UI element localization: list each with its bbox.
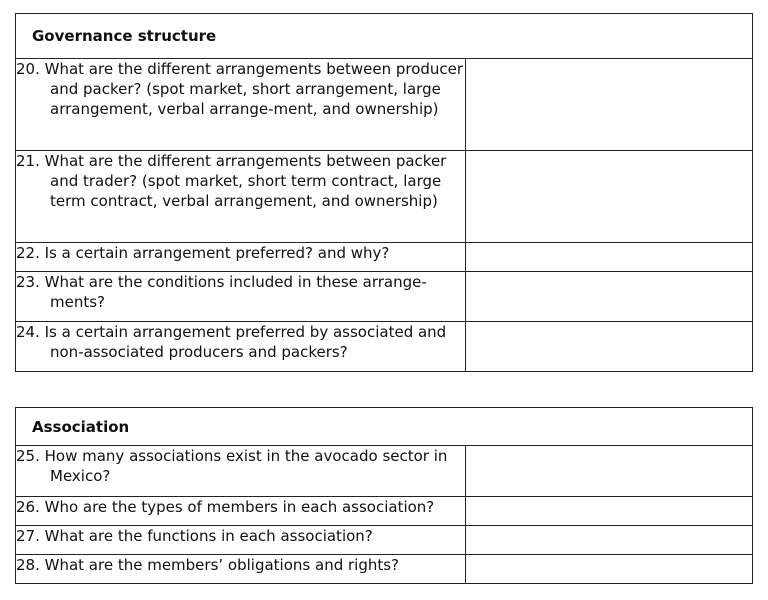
question-row [16, 59, 753, 151]
governance-structure-table [15, 13, 753, 372]
section-header-row [16, 408, 753, 446]
question-row [16, 497, 753, 526]
question-cell [16, 446, 466, 497]
answer-cell [466, 526, 753, 555]
question-cell [16, 555, 466, 584]
question-cell [16, 59, 466, 151]
question-row [16, 322, 753, 372]
question-cell [16, 526, 466, 555]
answer-cell [466, 272, 753, 322]
question-row [16, 555, 753, 584]
answer-cell [466, 497, 753, 526]
answer-cell [466, 59, 753, 151]
question-cell [16, 151, 466, 243]
question-text: 27. What are the functions in each association? [16, 527, 373, 545]
question-row [16, 151, 753, 243]
question-text: 20. What are the different arrangements between producer and packer? (spot market, short arrangement, large arrangement, verbal arrange-ment, and ownership) [16, 60, 464, 118]
question-row [16, 272, 753, 322]
question-text: 28. What are the members’ obligations and rights? [16, 556, 400, 574]
question-text: 23. What are the conditions included in these arrange-ments? [16, 273, 427, 311]
answer-cell [466, 243, 753, 272]
question-row [16, 446, 753, 497]
question-text: 26. Who are the types of members in each association? [16, 498, 435, 516]
section-title: Governance structure [16, 14, 753, 59]
association-table [15, 407, 753, 584]
question-row [16, 243, 753, 272]
answer-cell [466, 322, 753, 372]
answer-cell [466, 151, 753, 243]
question-row [16, 526, 753, 555]
section-header-row [16, 14, 753, 59]
question-cell [16, 497, 466, 526]
question-text: 24. Is a certain arrangement preferred by associated and non-associated producers and packers? [16, 323, 447, 361]
section-title: Association [16, 408, 753, 446]
question-cell [16, 322, 466, 372]
question-text: 21. What are the different arrangements between packer and trader? (spot market, short term contract, large term contract, verbal arrangement, and ownership) [16, 152, 447, 210]
question-cell [16, 272, 466, 322]
question-cell [16, 243, 466, 272]
question-text: 25. How many associations exist in the avocado sector in Mexico? [16, 447, 448, 485]
answer-cell [466, 555, 753, 584]
answer-cell [466, 446, 753, 497]
question-text: 22. Is a certain arrangement preferred? and why? [16, 244, 390, 262]
